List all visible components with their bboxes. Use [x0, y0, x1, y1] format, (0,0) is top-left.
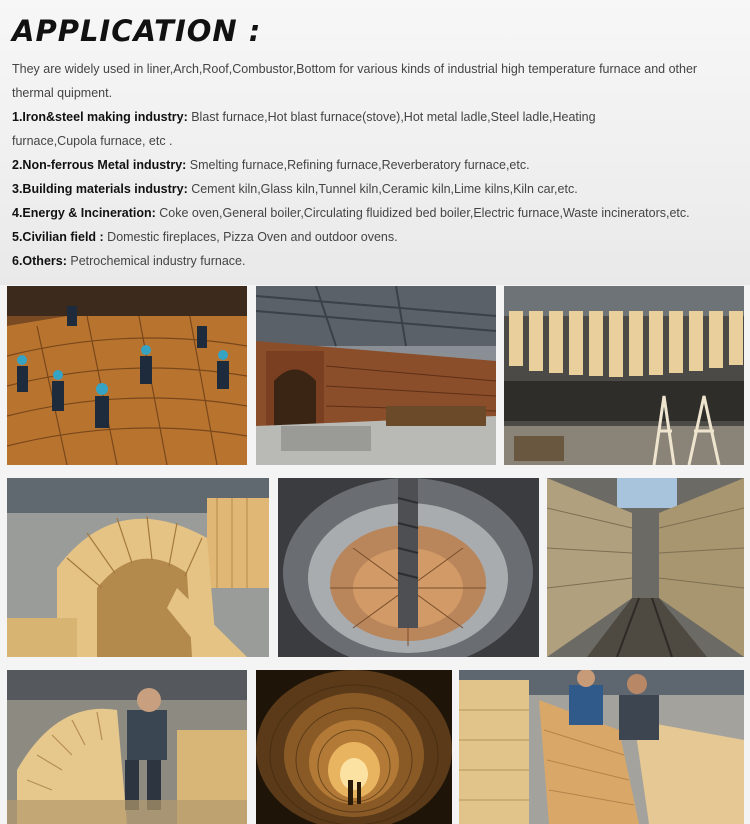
item-text: Blast furnace,Hot blast furnace(stove),Hot metal ladle,Steel ladle,Heating furnace,Cupola furnace, etc .: [12, 110, 596, 148]
application-item-3: [12, 177, 737, 201]
item-text: Coke oven,General boiler,Circulating fluidized bed boiler,Electric furnace,Waste incinerators,etc.: [155, 206, 690, 220]
application-item-1: [12, 105, 602, 153]
photo-hexagonal-brick-floor: [7, 286, 247, 465]
item-label: 3.Building materials industry:: [12, 182, 188, 196]
application-item-5: [12, 225, 737, 249]
item-label: 1.Iron&steel making industry:: [12, 110, 188, 124]
photo-brick-tunnel-channel: [547, 478, 744, 657]
application-item-2: [12, 153, 737, 177]
photo-tunnel-kiln-workshop: [256, 286, 496, 465]
photo-kiln-roof-hanging-bricks: [504, 286, 744, 465]
item-label: 5.Civilian field :: [12, 230, 104, 244]
application-item-6: [12, 249, 737, 273]
photo-round-kiln-tunnel: [256, 670, 452, 824]
intro-text: They are widely used in liner,Arch,Roof,Combustor,Bottom for various kinds of industrial high temperature furnace and other thermal quipment.: [12, 62, 698, 100]
item-label: 4.Energy & Incineration:: [12, 206, 156, 220]
item-text: Domestic fireplaces, Pizza Oven and outdoor ovens.: [103, 230, 398, 244]
photo-worker-building-arch: [7, 670, 247, 824]
item-text: Petrochemical industry furnace.: [66, 254, 246, 268]
photo-workers-laying-bricks: [459, 670, 744, 824]
photo-arch-brick-assembly: [7, 478, 269, 657]
item-label: 6.Others:: [12, 254, 67, 268]
application-item-4: [12, 201, 737, 225]
page-title: APPLICATION :: [12, 14, 262, 48]
photo-circular-furnace-interior: [278, 478, 539, 657]
item-text: Cement kiln,Glass kiln,Tunnel kiln,Ceramic kiln,Lime kilns,Kiln car,etc.: [187, 182, 578, 196]
item-label: 2.Non-ferrous Metal industry:: [12, 158, 187, 172]
item-text: Smelting furnace,Refining furnace,Reverberatory furnace,etc.: [186, 158, 530, 172]
